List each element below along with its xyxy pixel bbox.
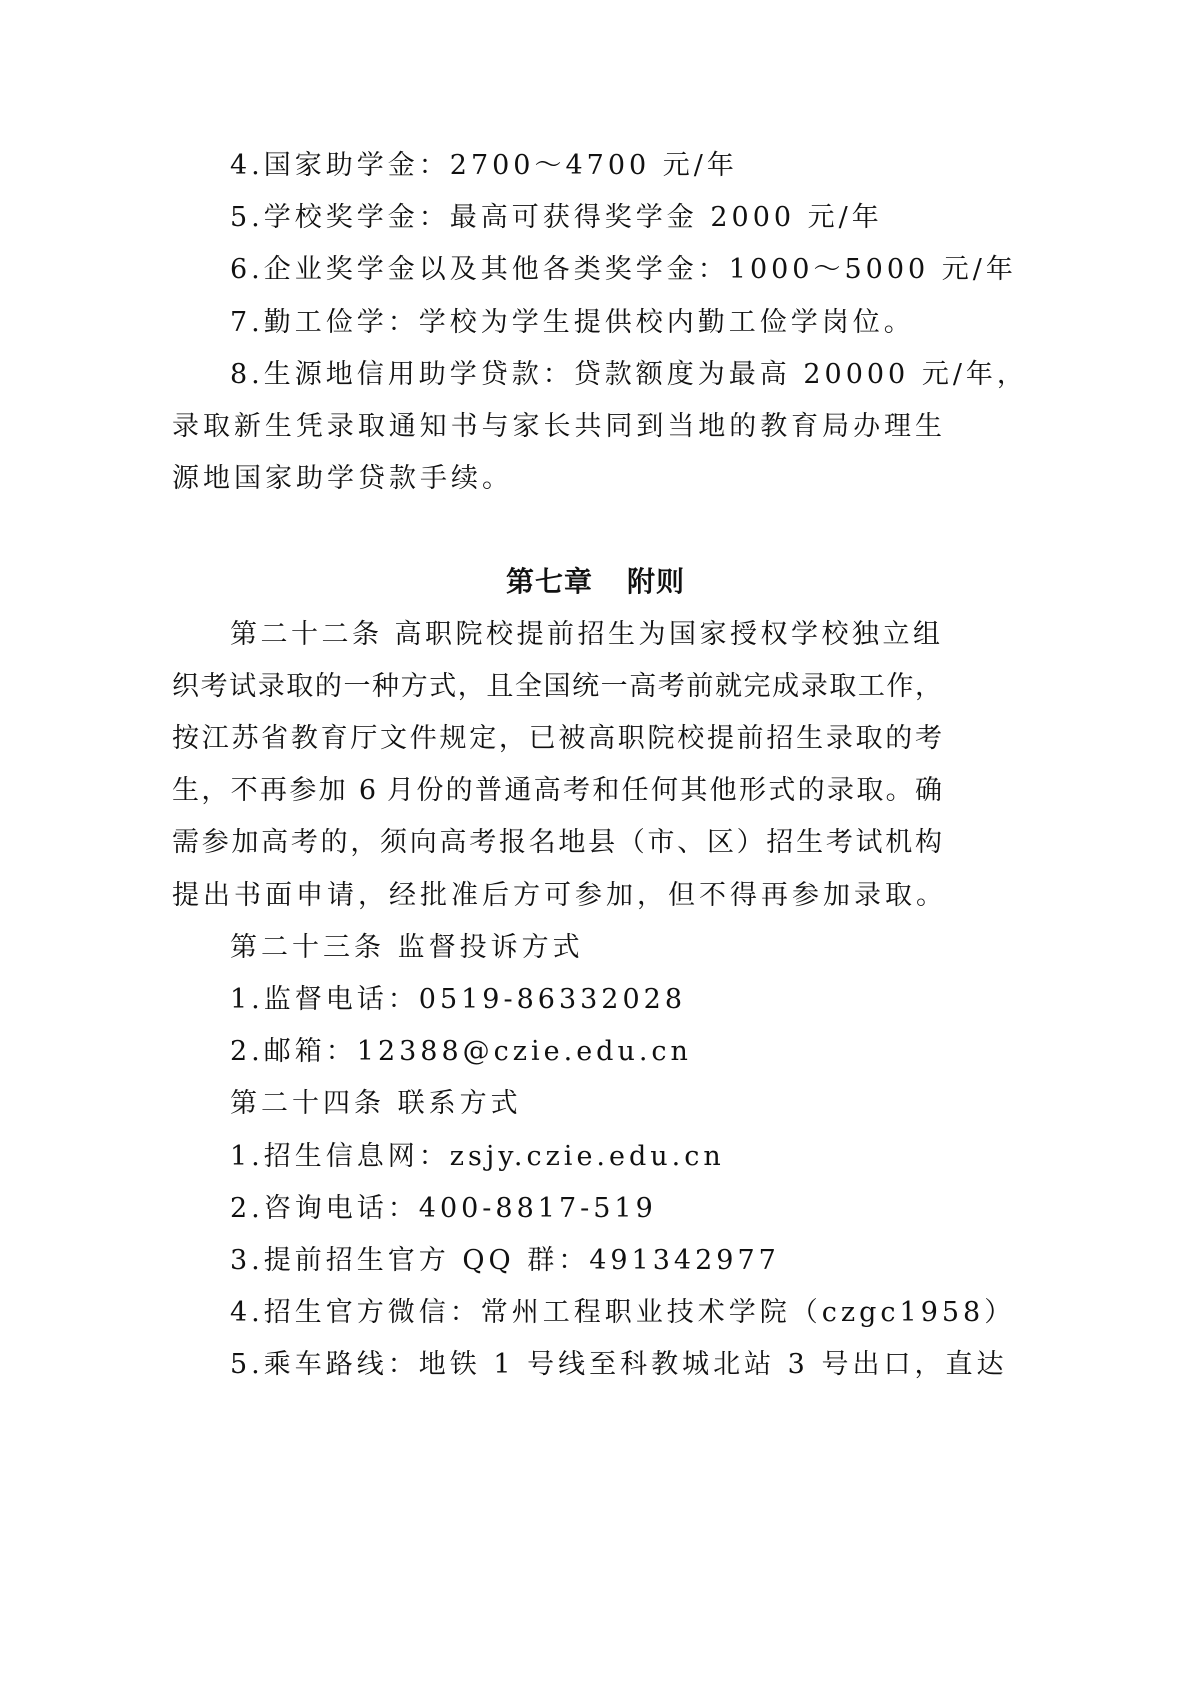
article24-website: 1.招生信息网：zsjy.czie.edu.cn (230, 1141, 725, 1172)
article23-phone: 1.监督电话：0519-86332028 (230, 984, 687, 1015)
article23-email: 2.邮箱：12388@czie.edu.cn (230, 1036, 692, 1067)
article24-title: 第二十四条 联系方式 (230, 1088, 522, 1119)
aid-item-loan-line1: 8.生源地信用助学贷款：贷款额度为最高 20000 元/年， (230, 359, 1028, 390)
aid-item-loan-line3: 源地国家助学贷款手续。 (172, 463, 513, 494)
article22-line6: 提出书面申请，经批准后方可参加，但不得再参加录取。 (172, 880, 947, 911)
aid-item-work-study: 7.勤工俭学：学校为学生提供校内勤工俭学岗位。 (230, 307, 915, 338)
article22-line3: 按江苏省教育厅文件规定，已被高职院校提前招生录取的考 (172, 723, 942, 754)
chapter-heading (0, 565, 1191, 599)
article24-qq-group: 3.提前招生官方 QQ 群：491342977 (230, 1245, 780, 1276)
article22-line4: 生，不再参加 6 月份的普通高考和任何其他形式的录取。确 (172, 775, 942, 806)
aid-item-enterprise-scholarship: 6.企业奖学金以及其他各类奖学金：1000～5000 元/年 (230, 254, 1017, 285)
article24-wechat: 4.招生官方微信：常州工程职业技术学院（czgc1958） (230, 1297, 1016, 1328)
article24-route: 5.乘车路线：地铁 1 号线至科教城北站 3 号出口，直达 (230, 1349, 1008, 1380)
article22-line1: 第二十二条 高职院校提前招生为国家授权学校独立组 (230, 619, 940, 650)
aid-item-school-scholarship: 5.学校奖学金：最高可获得奖学金 2000 元/年 (230, 202, 883, 233)
article24-hotline: 2.咨询电话：400-8817-519 (230, 1193, 657, 1224)
article23-title: 第二十三条 监督投诉方式 (230, 932, 584, 963)
chapter-number: 第七章 (505, 565, 593, 598)
aid-item-loan-line2: 录取新生凭录取通知书与家长共同到当地的教育局办理生 (172, 411, 942, 442)
aid-item-national-grant: 4.国家助学金：2700～4700 元/年 (230, 150, 738, 181)
article22-line2: 织考试录取的一种方式，且全国统一高考前就完成录取工作， (172, 671, 942, 702)
article22-line5: 需参加高考的，须向高考报名地县（市、区）招生考试机构 (172, 827, 942, 858)
chapter-title: 附则 (627, 565, 686, 598)
